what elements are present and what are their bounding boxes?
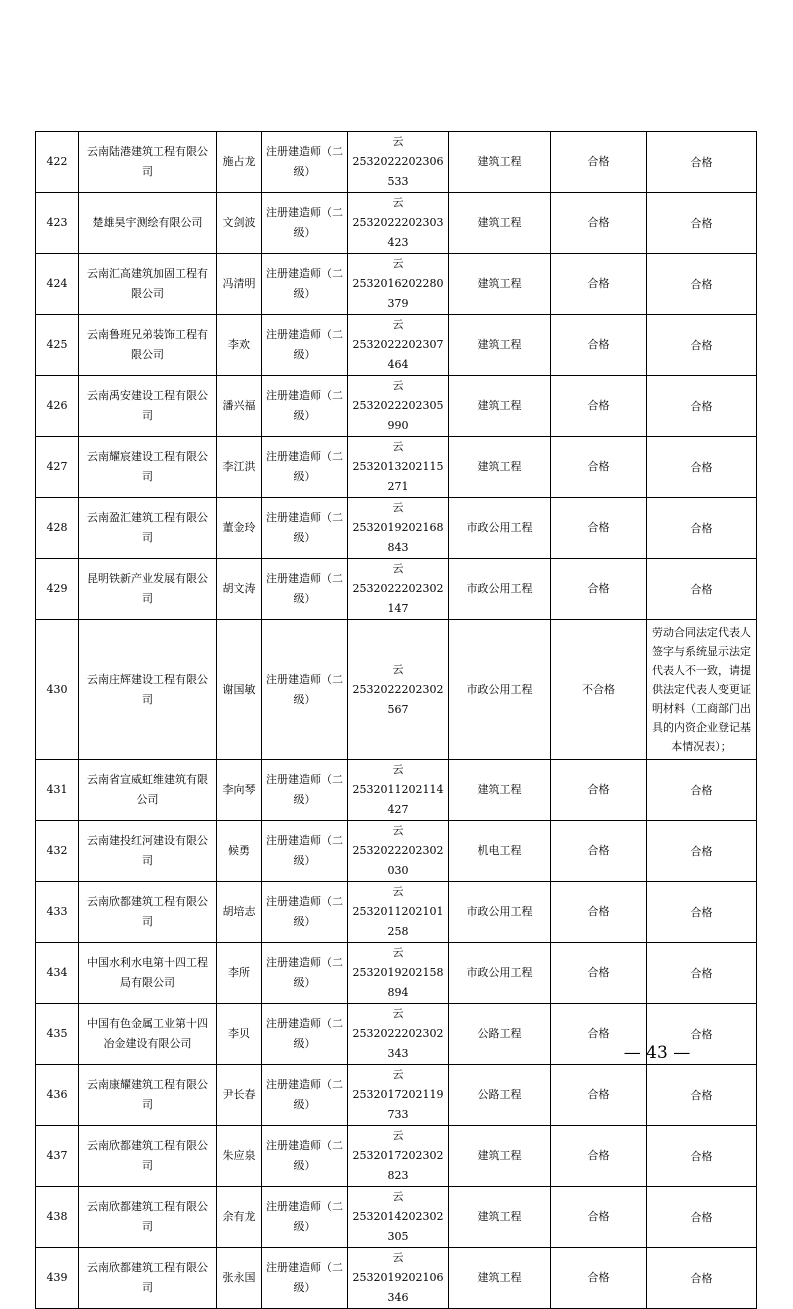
person-name: 候勇 [217,821,262,882]
person-name: 李所 [217,943,262,1004]
registration-number [348,882,449,943]
reg-prefix: 云 [392,196,404,209]
table-row [36,821,757,882]
person-name: 潘兴福 [217,376,262,437]
table-row [36,376,757,437]
registration-number [348,254,449,315]
row-number: 422 [36,132,79,193]
cert-type: 注册建造师（二级） [262,1187,348,1248]
reg-digits: 2532011202101258 [352,905,444,938]
table-row [36,559,757,620]
table-body [36,132,757,1309]
registration-number [348,376,449,437]
company-name: 云南欣都建筑工程有限公司 [79,882,217,943]
registration-number [348,437,449,498]
company-name: 云南陆港建筑工程有限公司 [79,132,217,193]
remark: 合格 [647,376,757,437]
reg-digits: 2532019202158894 [352,966,444,999]
remark: 合格 [647,498,757,559]
remark: 合格 [647,1126,757,1187]
reg-digits: 2532022202302567 [352,682,444,716]
remark: 合格 [647,760,757,821]
reg-prefix: 云 [392,1129,404,1142]
remark: 合格 [647,315,757,376]
cert-type: 注册建造师（二级） [262,315,348,376]
reg-digits: 2532016202280379 [352,277,444,310]
registration-number [348,1187,449,1248]
reg-digits: 2532022202305990 [352,399,444,432]
person-name: 谢国敏 [217,620,262,760]
company-name: 云南鲁班兄弟装饰工程有限公司 [79,315,217,376]
reg-prefix: 云 [392,135,404,148]
table-row [36,498,757,559]
major: 市政公用工程 [449,498,551,559]
result: 合格 [551,376,647,437]
cert-type: 注册建造师（二级） [262,559,348,620]
result: 合格 [551,193,647,254]
major: 建筑工程 [449,254,551,315]
row-number: 437 [36,1126,79,1187]
row-number: 429 [36,559,79,620]
registration-number [348,1004,449,1065]
company-name: 云南耀宸建设工程有限公司 [79,437,217,498]
person-name: 张永国 [217,1248,262,1309]
remark: 合格 [647,821,757,882]
remark: 合格 [647,943,757,1004]
reg-digits: 2532022202306533 [352,155,444,188]
remark: 合格 [647,882,757,943]
row-number: 426 [36,376,79,437]
result: 合格 [551,132,647,193]
cert-type: 注册建造师（二级） [262,882,348,943]
reg-prefix: 云 [392,1190,404,1203]
reg-prefix: 云 [392,440,404,453]
cert-type: 注册建造师（二级） [262,1065,348,1126]
remark: 合格 [647,1065,757,1126]
reg-digits: 2532011202114427 [352,783,444,816]
major: 建筑工程 [449,437,551,498]
person-name: 尹长春 [217,1065,262,1126]
cert-type: 注册建造师（二级） [262,132,348,193]
person-name: 冯清明 [217,254,262,315]
company-name: 云南禹安建设工程有限公司 [79,376,217,437]
company-name: 云南康耀建筑工程有限公司 [79,1065,217,1126]
registration-number [348,1248,449,1309]
company-name: 云南盈汇建筑工程有限公司 [79,498,217,559]
cert-type: 注册建造师（二级） [262,1126,348,1187]
table-row [36,1126,757,1187]
reg-prefix: 云 [392,379,404,392]
remark: 合格 [647,437,757,498]
row-number: 431 [36,760,79,821]
remark: 合格 [647,193,757,254]
row-number: 425 [36,315,79,376]
registration-number [348,760,449,821]
reg-digits: 2532022202302147 [352,582,444,615]
result: 合格 [551,943,647,1004]
company-name: 中国水利水电第十四工程局有限公司 [79,943,217,1004]
registration-number [348,193,449,254]
person-name: 施占龙 [217,132,262,193]
table-row [36,254,757,315]
row-number: 427 [36,437,79,498]
cert-type: 注册建造师（二级） [262,821,348,882]
result: 合格 [551,760,647,821]
reg-digits: 2532022202307464 [352,338,444,371]
cert-type: 注册建造师（二级） [262,620,348,760]
reg-digits: 2532013202115271 [352,460,444,493]
major: 公路工程 [449,1065,551,1126]
reg-prefix: 云 [392,763,404,776]
reg-digits: 2532019202106346 [352,1271,444,1304]
major: 建筑工程 [449,193,551,254]
person-name: 李向琴 [217,760,262,821]
company-name: 云南建投红河建设有限公司 [79,821,217,882]
reg-prefix: 云 [392,257,404,270]
row-number: 432 [36,821,79,882]
cert-type: 注册建造师（二级） [262,760,348,821]
cert-type: 注册建造师（二级） [262,943,348,1004]
company-name: 云南欣都建筑工程有限公司 [79,1126,217,1187]
remark: 合格 [647,1187,757,1248]
company-name: 云南庄辉建设工程有限公司 [79,620,217,760]
table-row [36,437,757,498]
person-name: 李江洪 [217,437,262,498]
major: 建筑工程 [449,760,551,821]
row-number: 424 [36,254,79,315]
major: 市政公用工程 [449,620,551,760]
registration-number [348,943,449,1004]
major: 市政公用工程 [449,559,551,620]
row-number: 438 [36,1187,79,1248]
reg-prefix: 云 [392,824,404,837]
result: 合格 [551,1065,647,1126]
reg-digits: 2532022202302030 [352,844,444,877]
row-number: 436 [36,1065,79,1126]
company-name: 中国有色金属工业第十四冶金建设有限公司 [79,1004,217,1065]
row-number: 435 [36,1004,79,1065]
reg-prefix: 云 [392,1007,404,1020]
result: 合格 [551,1248,647,1309]
registration-number [348,1126,449,1187]
cert-type: 注册建造师（二级） [262,1004,348,1065]
major: 建筑工程 [449,132,551,193]
row-number: 434 [36,943,79,1004]
results-table [35,131,757,1309]
company-name: 昆明铁新产业发展有限公司 [79,559,217,620]
table-row [36,315,757,376]
reg-prefix: 云 [392,1068,404,1081]
reg-prefix: 云 [392,662,404,676]
reg-prefix: 云 [392,318,404,331]
row-number: 433 [36,882,79,943]
person-name: 李贝 [217,1004,262,1065]
table-row [36,132,757,193]
result: 合格 [551,1126,647,1187]
major: 公路工程 [449,1004,551,1065]
major: 市政公用工程 [449,882,551,943]
row-number: 423 [36,193,79,254]
person-name: 胡文涛 [217,559,262,620]
cert-type: 注册建造师（二级） [262,437,348,498]
remark: 合格 [647,1248,757,1309]
table-row [36,193,757,254]
reg-digits: 2532022202302343 [352,1027,444,1060]
reg-prefix: 云 [392,501,404,514]
result: 合格 [551,254,647,315]
major: 机电工程 [449,821,551,882]
result: 合格 [551,498,647,559]
row-number: 430 [36,620,79,760]
remark: 合格 [647,254,757,315]
table-row [36,1248,757,1309]
table-row [36,882,757,943]
reg-prefix: 云 [392,885,404,898]
registration-number [348,620,449,760]
major: 市政公用工程 [449,943,551,1004]
company-name: 云南欣都建筑工程有限公司 [79,1187,217,1248]
registration-number [348,559,449,620]
reg-prefix: 云 [392,946,404,959]
person-name: 文剑波 [217,193,262,254]
company-name: 云南汇高建筑加固工程有限公司 [79,254,217,315]
reg-digits: 2532017202302823 [352,1149,444,1182]
major: 建筑工程 [449,376,551,437]
result: 合格 [551,315,647,376]
reg-digits: 2532019202168843 [352,521,444,554]
cert-type: 注册建造师（二级） [262,376,348,437]
person-name: 董金玲 [217,498,262,559]
major: 建筑工程 [449,1248,551,1309]
result: 合格 [551,559,647,620]
major: 建筑工程 [449,1126,551,1187]
result: 合格 [551,437,647,498]
company-name: 楚雄昊宇测绘有限公司 [79,193,217,254]
page-number: — 43 — [623,1043,691,1063]
result: 合格 [551,1187,647,1248]
remark: 合格 [647,132,757,193]
remark: 合格 [647,1004,757,1065]
row-number: 439 [36,1248,79,1309]
row-number: 428 [36,498,79,559]
person-name: 朱应泉 [217,1126,262,1187]
registration-number [348,821,449,882]
remark: 劳动合同法定代表人签字与系统显示法定代表人不一致，请提供法定代表人变更证明材料（工商部门出具的内资企业登记基本情况表）； [647,620,757,760]
table-row [36,760,757,821]
result: 合格 [551,882,647,943]
table-row [36,620,757,760]
registration-number [348,1065,449,1126]
table-row [36,943,757,1004]
result: 不合格 [551,620,647,760]
reg-prefix: 云 [392,562,404,575]
cert-type: 注册建造师（二级） [262,498,348,559]
result: 合格 [551,1004,647,1065]
registration-number [348,132,449,193]
registration-number [348,315,449,376]
table-row [36,1065,757,1126]
cert-type: 注册建造师（二级） [262,1248,348,1309]
person-name: 胡培志 [217,882,262,943]
person-name: 李欢 [217,315,262,376]
registration-number [348,498,449,559]
reg-digits: 2532017202119733 [352,1088,444,1121]
reg-digits: 2532022202303423 [352,216,444,249]
cert-type: 注册建造师（二级） [262,254,348,315]
result: 合格 [551,821,647,882]
reg-digits: 2532014202302305 [352,1210,444,1243]
major: 建筑工程 [449,315,551,376]
major: 建筑工程 [449,1187,551,1248]
remark: 合格 [647,559,757,620]
company-name: 云南省宣威虹维建筑有限公司 [79,760,217,821]
person-name: 余有龙 [217,1187,262,1248]
table-row [36,1187,757,1248]
reg-prefix: 云 [392,1251,404,1264]
company-name: 云南欣都建筑工程有限公司 [79,1248,217,1309]
cert-type: 注册建造师（二级） [262,193,348,254]
